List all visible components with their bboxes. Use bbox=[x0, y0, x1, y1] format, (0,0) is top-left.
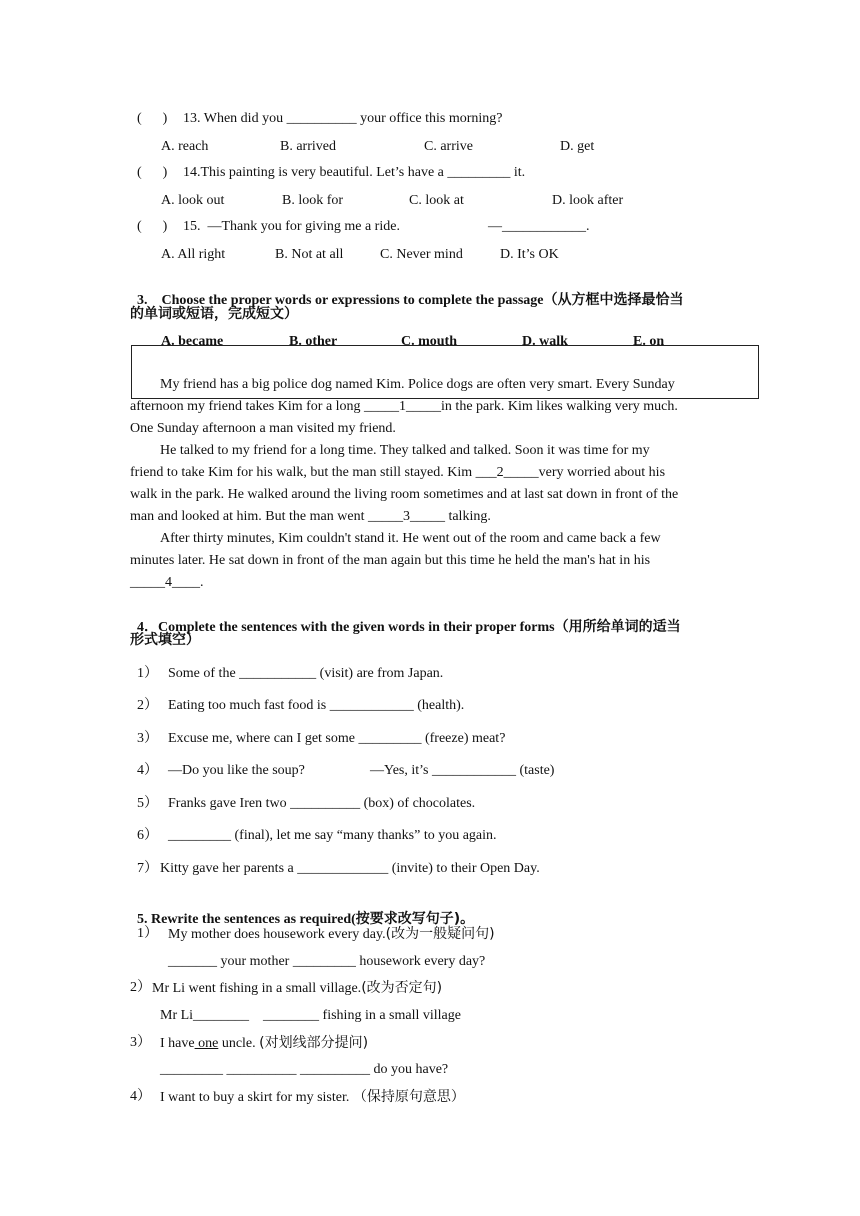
section5-heading bbox=[130, 892, 474, 929]
passage-line-6: walk in the park. He walked around the living room sometimes and at last sat down in front of the bbox=[130, 487, 679, 502]
s4-item-5-num: 5） bbox=[137, 796, 158, 811]
section3-heading-cn: （从方框中选择最恰当 bbox=[543, 292, 684, 308]
s5-item-3 bbox=[160, 1034, 368, 1053]
s5-item-2-note: (改为否定句) bbox=[361, 980, 443, 996]
s5-item-4-num: 4） bbox=[130, 1089, 151, 1104]
section5-heading-cn: 按要求改写句子)。 bbox=[355, 911, 475, 927]
s5-item-3-answer: _________ __________ __________ do you have? bbox=[160, 1062, 449, 1077]
s4-item-4-text: —Do you like the soup? bbox=[168, 763, 305, 778]
box-word-c: C. mouth bbox=[401, 334, 458, 349]
s4-item-6-num: 6） bbox=[137, 828, 158, 843]
section4-heading bbox=[130, 600, 681, 637]
s5-item-3-text-after: uncle. bbox=[218, 1036, 260, 1051]
s5-item-3-text-before: I have bbox=[160, 1036, 195, 1051]
s4-item-6-text: _________ (final), let me say “many thanks” to you again. bbox=[168, 828, 497, 843]
section4-heading-en: 4．Complete the sentences with the given words in their proper forms bbox=[137, 620, 555, 635]
s5-item-2-text: Mr Li went fishing in a small village. bbox=[152, 981, 362, 996]
s4-item-3-text: Excuse me, where can I get some _________ (freeze) meat? bbox=[168, 731, 506, 746]
s5-item-1 bbox=[168, 925, 495, 944]
q15-option-d: D. It’s OK bbox=[500, 247, 559, 262]
s5-item-2-num: 2） bbox=[130, 980, 151, 995]
passage-line-8: After thirty minutes, Kim couldn't stand it. He went out of the room and came back a few bbox=[160, 531, 661, 546]
s5-item-3-num: 3） bbox=[130, 1035, 151, 1050]
q14-option-a: A. look out bbox=[161, 193, 225, 208]
q15-option-c: C. Never mind bbox=[380, 247, 463, 262]
section5-heading-en: 5. Rewrite the sentences as required( bbox=[137, 912, 356, 927]
s5-item-2 bbox=[152, 979, 442, 998]
q15-option-a: A. All right bbox=[161, 247, 226, 262]
s5-item-3-underlined: one bbox=[194, 1036, 219, 1051]
q15-option-b: B. Not at all bbox=[275, 247, 344, 262]
q14-stem: 14.This painting is very beautiful. Let’s have a _________ it. bbox=[183, 165, 526, 180]
q13-option-b: B. arrived bbox=[280, 139, 336, 154]
section4-heading-cn-line2: 形式填空） bbox=[130, 632, 200, 648]
box-word-d: D. walk bbox=[522, 334, 568, 349]
box-word-b: B. other bbox=[289, 334, 338, 349]
passage-line-2: afternoon my friend takes Kim for a long _____1_____in the park. Kim likes walking very much. bbox=[130, 399, 678, 414]
s5-item-4 bbox=[160, 1088, 465, 1107]
s5-item-3-note: (对划线部分提问) bbox=[259, 1035, 369, 1051]
s5-item-4-note: （保持原句意思） bbox=[352, 1089, 465, 1105]
s4-item-5-text: Franks gave Iren two __________ (box) of chocolates. bbox=[168, 796, 476, 811]
q15-paren: ( ) bbox=[137, 219, 168, 234]
section3-heading-cn-line2: 的单词或短语，完成短文） bbox=[130, 306, 298, 322]
q13-option-a: A. reach bbox=[161, 139, 209, 154]
passage-line-4: He talked to my friend for a long time. They talked and talked. Soon it was time for my bbox=[160, 443, 650, 458]
q14-option-b: B. look for bbox=[282, 193, 344, 208]
passage-line-3: One Sunday afternoon a man visited my friend. bbox=[130, 421, 396, 436]
q15-reply: —____________. bbox=[488, 219, 590, 234]
s5-item-1-note: (改为一般疑问句) bbox=[385, 926, 495, 942]
passage-line-1: My friend has a big police dog named Kim. Police dogs are often very smart. Every Sunday bbox=[160, 377, 675, 392]
section3-heading-en: 3. Choose the proper words or expressions to complete the passage bbox=[137, 293, 544, 308]
q15-stem: 15. —Thank you for giving me a ride. bbox=[183, 219, 400, 234]
s4-item-7-num: 7） bbox=[137, 861, 158, 876]
s4-item-4-num: 4） bbox=[137, 763, 158, 778]
q14-option-c: C. look at bbox=[409, 193, 464, 208]
q13-option-c: C. arrive bbox=[424, 139, 473, 154]
q14-paren: ( ) bbox=[137, 165, 168, 180]
q14-option-d: D. look after bbox=[552, 193, 624, 208]
box-word-e: E. on bbox=[633, 334, 665, 349]
passage-line-9: minutes later. He sat down in front of the man again but this time he held the man's hat in his bbox=[130, 553, 651, 568]
passage-line-7: man and looked at him. But the man went _____3_____ talking. bbox=[130, 509, 491, 524]
s5-item-1-answer: _______ your mother _________ housework every day? bbox=[168, 954, 486, 969]
passage-line-10: _____4____. bbox=[130, 575, 204, 590]
s4-item-1-text: Some of the ___________ (visit) are from Japan. bbox=[168, 666, 444, 681]
passage-line-5: friend to take Kim for his walk, but the man still stayed. Kim ___2_____very worried about his bbox=[130, 465, 666, 480]
s4-item-7-text: Kitty gave her parents a _____________ (invite) to their Open Day. bbox=[160, 861, 540, 876]
box-word-a: A. became bbox=[161, 334, 224, 349]
s5-item-1-num: 1） bbox=[137, 926, 158, 941]
s5-item-2-answer: Mr Li________ ________ fishing in a small village bbox=[160, 1008, 461, 1023]
s4-item-2-text: Eating too much fast food is ____________ (health). bbox=[168, 698, 465, 713]
s4-item-3-num: 3） bbox=[137, 731, 158, 746]
q13-stem: 13. When did you __________ your office this morning? bbox=[183, 111, 503, 126]
s5-item-1-text: My mother does housework every day. bbox=[168, 927, 386, 942]
q13-paren: ( ) bbox=[137, 111, 168, 126]
s4-item-4-reply: —Yes, it’s ____________ (taste) bbox=[370, 763, 555, 778]
s5-item-4-text: I want to buy a skirt for my sister. bbox=[160, 1090, 353, 1105]
q13-option-d: D. get bbox=[560, 139, 595, 154]
s4-item-2-num: 2） bbox=[137, 698, 158, 713]
section4-heading-cn: （用所给单词的适当 bbox=[554, 619, 681, 635]
s4-item-1-num: 1） bbox=[137, 666, 158, 681]
